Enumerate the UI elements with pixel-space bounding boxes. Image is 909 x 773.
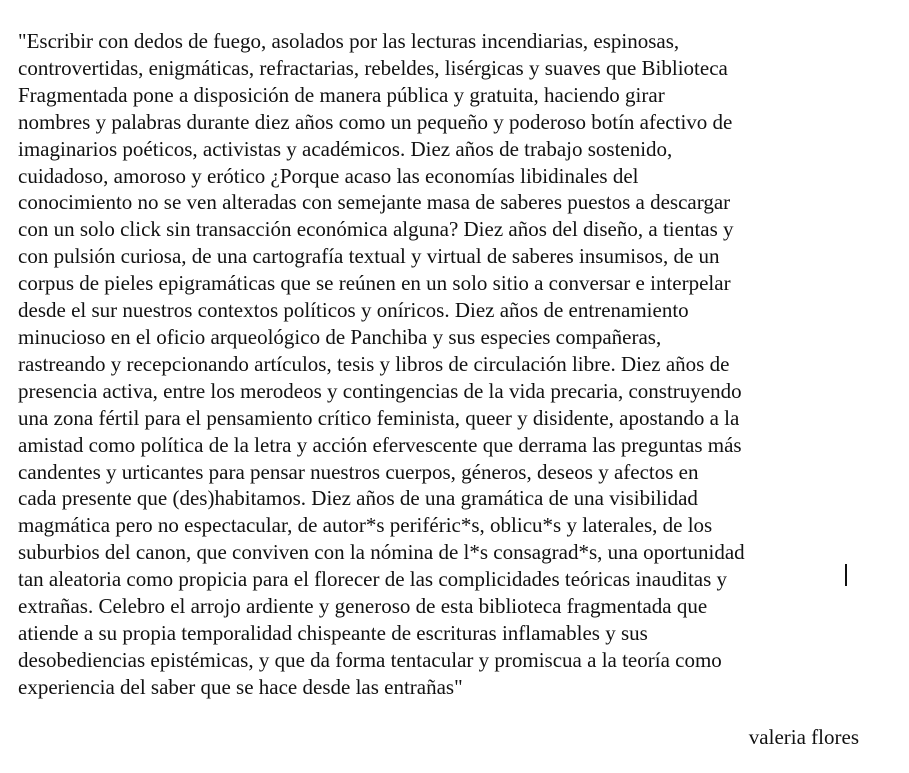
quote-line: rastreando y recepcionando artículos, tesis y libros de circulación libre. Diez años de xyxy=(18,351,730,376)
quote-paragraph xyxy=(18,28,894,701)
quote-line: cuidadoso, amoroso y erótico ¿Porque acaso las economías libidinales del xyxy=(18,163,639,188)
quote-line: minucioso en el oficio arqueológico de Panchiba y sus especies compañeras, xyxy=(18,324,662,349)
quote-line: experiencia del saber que se hace desde las entrañas" xyxy=(18,674,463,699)
quote-line: extrañas. Celebro el arrojo ardiente y generoso de esta biblioteca fragmentada que xyxy=(18,594,708,619)
quote-line: con pulsión curiosa, de una cartografía textual y virtual de saberes insumisos, de un xyxy=(18,244,720,269)
quote-line: cada presente que (des)habitamos. Diez años de una gramática de una visibilidad xyxy=(18,486,698,511)
quote-line: una zona fértil para el pensamiento crítico feminista, queer y disidente, apostando a la xyxy=(18,405,740,430)
quote-line: desde el sur nuestros contextos políticos y oníricos. Diez años de entrenamiento xyxy=(18,298,689,323)
quote-line: conocimiento no se ven alteradas con semejante masa de saberes puestos a descargar xyxy=(18,190,731,215)
text-cursor xyxy=(845,564,847,586)
quote-line: magmática pero no espectacular, de autor*s periféric*s, oblicu*s y laterales, de los xyxy=(18,513,713,538)
quote-line: desobediencias epistémicas, y que da forma tentacular y promiscua a la teoría como xyxy=(18,647,722,672)
quote-line: controvertidas, enigmáticas, refractarias, rebeldes, lisérgicas y suaves que Biblioteca xyxy=(18,55,728,80)
quote-line: amistad como política de la letra y acción efervescente que derrama las preguntas más xyxy=(18,432,742,457)
author-signature: valeria flores xyxy=(748,725,859,749)
quote-line: presencia activa, entre los merodeos y contingencias de la vida precaria, construyendo xyxy=(18,378,742,403)
quote-line: Fragmentada pone a disposición de manera pública y gratuita, haciendo girar xyxy=(18,82,665,107)
quote-line: "Escribir con dedos de fuego, asolados por las lecturas incendiarias, espinosas, xyxy=(18,29,680,53)
quote-line: candentes y urticantes para pensar nuestros cuerpos, géneros, deseos y afectos en xyxy=(18,459,699,484)
quote-line: nombres y palabras durante diez años como un pequeño y poderoso botín afectivo de xyxy=(18,109,733,134)
quote-line: atiende a su propia temporalidad chispeante de escrituras inflamables y sus xyxy=(18,620,648,645)
quote-line: tan aleatoria como propicia para el florecer de las complicidades teóricas inauditas y xyxy=(18,567,728,592)
quote-line: imaginarios poéticos, activistas y académicos. Diez años de trabajo sostenido, xyxy=(18,136,673,161)
quote-line: suburbios del canon, que conviven con la nómina de l*s consagrad*s, una oportunidad xyxy=(18,540,745,565)
quote-line: corpus de pieles epigramáticas que se reúnen en un solo sitio a conversar e interpelar xyxy=(18,271,731,296)
quote-line: con un solo click sin transacción económica alguna? Diez años del diseño, a tientas y xyxy=(18,217,734,242)
